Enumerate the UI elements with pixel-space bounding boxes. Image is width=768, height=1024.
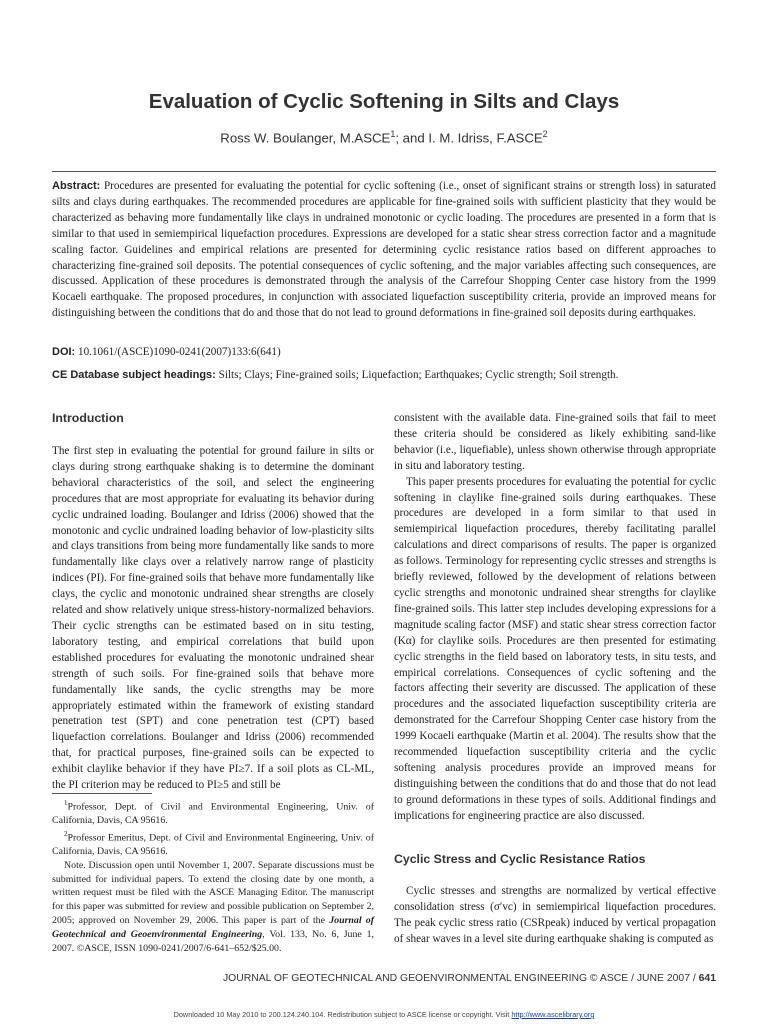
author-2-affiliation-mark: 2 [542,129,548,139]
page-number: 641 [698,973,716,984]
footnote-2-mark: 2 [64,829,68,838]
footnote-2-text: Professor Emeritus, Dept. of Civil and Environmental Engineering, Univ. of California, Davis, CA 95616. [52,832,374,857]
journal-footer-text: JOURNAL OF GEOTECHNICAL AND GEOENVIRONMENTAL ENGINEERING © ASCE / JUNE 2007 / [222,973,699,984]
cyclic-stress-paragraph: Cyclic stresses and strengths are normalized by vertical effective consolidation stress (σ′vc) in semiempirical liquefaction procedures. The peak cyclic stress ratio (CSRpeak) induced by vertical propagation of shear waves in a level site during earthquake shaking is computed as [394,885,716,945]
right-column-body [394,411,716,825]
doi-label: DOI: [52,346,76,358]
abstract-block [52,179,716,322]
introduction-paragraph: The first step in evaluating the potential for ground failure in silts or clays during strong earthquake shaking is to determine the dominant behavioral characteristics of the soil, and select the engineering procedures that are most appropriate for evaluating its behavior during cyclic undrained loading. Boulanger and Idriss (2006) showed that the monotonic and cyclic undrained loading behavior of low-plasticity silts and clays transitions from being more fundamentally like sands to more fundamentally like clays over a relatively narrow range of plasticity indices (PI). For fine-grained soils that behave more fundamentally like clays, the cyclic and monotonic undrained shear strengths are closely related and show relatively unique stress-history-normalized behaviors. Their cyclic strengths can be estimated based on in situ testing, laboratory testing, and empirical correlations that build upon established procedures for evaluating the monotonic undrained shear strength of such soils. For fine-grained soils that behave more fundamentally like sands, the cyclic strengths may be more appropriately estimated within the framework of existing standard penetration test (SPT) and cone penetration test (CPT) based liquefaction correlations. Boulanger and Idriss (2006) recommended that, for practical purposes, fine-grained soils can be expected to exhibit claylike behavior if they have PI≥7. If a soil plots as CL-ML, the PI criterion may be reduced to PI≥5 and still be [52,445,374,792]
footnote-rule [52,793,152,794]
doi-line [52,346,716,358]
discussion-note-end: , Vol. 133, No. 6, June 1, 2007. ©ASCE, ISSN 1090-0241/2007/6-641–652/$25.00. [52,928,374,954]
download-notice-text: Downloaded 10 May 2010 to 200.124.240.104. Redistribution subject to ASCE license or copyright. Visit [173,1010,512,1019]
footnote-1 [52,797,374,828]
author-separator: ; and I. M. Idriss, F.ASCE [395,130,543,146]
discussion-note [52,859,374,956]
author-1: Ross W. Boulanger, M.ASCE [220,130,391,146]
doi-value[interactable]: 10.1061/(ASCE)1090-0241(2007)133:6(641) [78,346,281,358]
abstract-text: Procedures are presented for evaluating the potential for cyclic softening (i.e., onset of significant strains or strength loss) in saturated silts and clays during earthquakes. The recommended procedures are applicable for fine-grained soils with sufficient plasticity that they would be characterized as behaving more fundamentally like clays in undrained monotonic or cyclic loading. The procedures are presented in a form that is similar to that used in semiempirical liquefaction procedures. Expressions are developed for a static shear stress correction factor and a magnitude scaling factor. Guidelines and empirical relations are presented for determining cyclic resistance ratios based on different approaches to characterizing fine-grained soil deposits. The potential consequences of cyclic softening, and the major variables affecting such consequences, are discussed. Application of these procedures is demonstrated through the analysis of the Carrefour Shopping Center case history from the 1999 Kocaeli earthquake. The proposed procedures, in conjunction with associated liquefaction susceptibility criteria, provide an improved means for distinguishing between the conditions that do and those that do not lead to ground deformations in fine-grained soil deposits during earthquakes. [52,180,716,320]
footnotes [52,797,374,955]
subject-headings-value: Silts; Clays; Fine-grained soils; Liquefaction; Earthquakes; Cyclic strength; Soil strength. [218,369,619,381]
download-notice [0,1010,768,1019]
discussion-note-text: Note. Discussion open until November 1, 2007. Separate discussions must be submitted for individual papers. To extend the closing date by one month, a written request must be filed with the ASCE Managing Editor. The manuscript for this paper was submitted for review and possible publication on September 2, 2005; approved on November 29, 2006. This paper is part of the [52,859,374,926]
footnote-1-mark: 1 [64,799,68,807]
author-line [0,129,768,145]
subject-headings-line [52,369,716,381]
header-rule [52,171,716,172]
paper-title: Evaluation of Cyclic Softening in Silts and Clays [148,90,620,113]
paper-overview-paragraph: This paper presents procedures for evaluating the potential for cyclic softening in claylike fine-grained soils during earthquakes. These procedures are developed in a form similar to that used in semiempirical liquefaction procedures, thereby facilitating parallel calculations and direct comparisons of results. The paper is organized as follows. Terminology for representing cyclic stresses and strengths is briefly reviewed, followed by the development of relations between cyclic strengths and monotonic undrained shear strengths for claylike fine-grained soils. This latter step includes developing expressions for a magnitude scaling factor (MSF) and static shear stress correction factor (Kα) for claylike soils. Procedures are then presented for estimating cyclic strengths in the field based on laboratory tests, in situ tests, and empirical correlations. Consequences of cyclic softening and the factors affecting their severity are discussed. The application of these procedures and the associated liquefaction susceptibility criteria are demonstrated for the Carrefour Shopping Center case history from the 1999 Kocaeli earthquake (Martin et al. 2004). The results show that the recommended liquefaction susceptibility criteria and the cyclic softening analysis procedures provide an improved means for distinguishing between the conditions that do and those that do not lead to ground deformations in these types of soils. Additional findings and implications for engineering practice are also discussed. [394,475,716,822]
continued-paragraph: consistent with the available data. Fine-grained soils that fail to meet these criteria should be considered as likely exhibiting sand-like behavior (i.e., liquefiable), unless shown otherwise through appropriate in situ and laboratory testing. [394,412,716,472]
author-1-affiliation-mark: 1 [390,129,396,139]
cyclic-stress-heading: Cyclic Stress and Cyclic Resistance Ratios [394,852,646,866]
footnote-1-text: Professor, Dept. of Civil and Environmental Engineering, Univ. of California, Davis, CA 95616. [52,801,374,827]
introduction-body [52,444,374,794]
footnote-2 [52,828,374,859]
ascelibrary-link[interactable]: http://www.ascelibrary.org [511,1010,595,1019]
journal-name-italic: Journal of Geotechnical and Geoenvironmental Engineering [52,914,375,940]
subject-headings-label: CE Database subject headings: [52,369,216,381]
introduction-heading: Introduction [52,411,124,425]
cyclic-stress-body [394,884,716,948]
journal-footer [223,973,716,984]
abstract-label: Abstract: [52,180,101,192]
